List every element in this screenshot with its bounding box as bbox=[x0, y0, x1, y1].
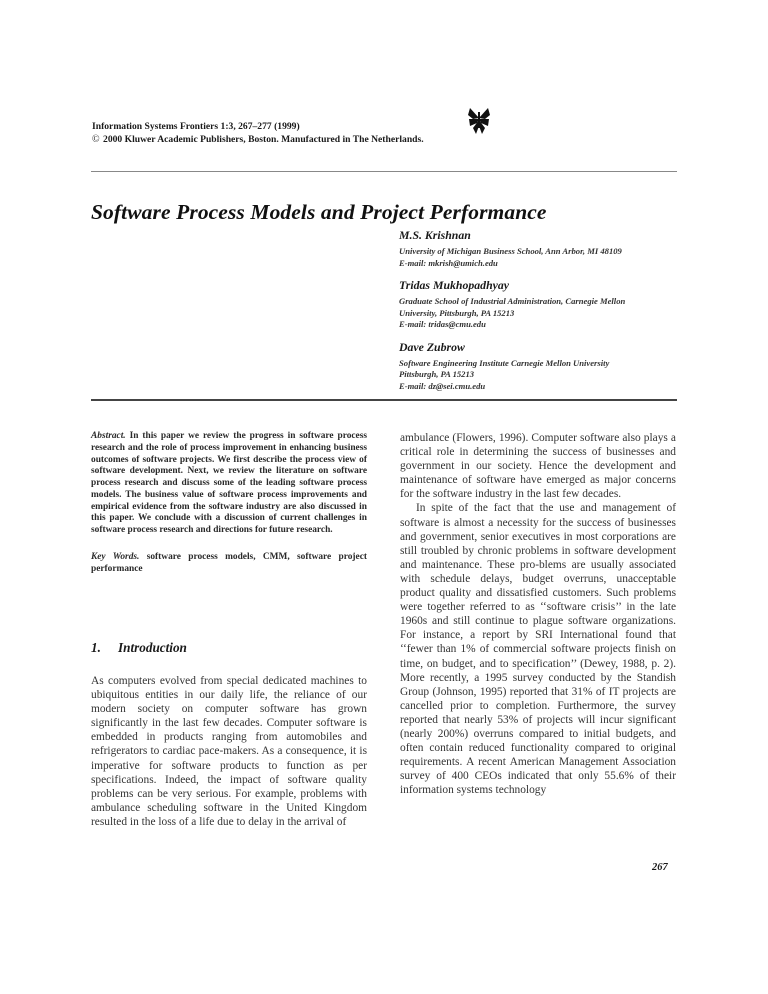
author-block bbox=[399, 228, 689, 401]
kluwer-publisher-logo-icon bbox=[467, 106, 491, 136]
title-block-divider bbox=[91, 399, 677, 401]
author-affiliation: University, Pittsburgh, PA 15213 bbox=[399, 307, 515, 318]
abstract bbox=[91, 431, 367, 537]
journal-header bbox=[92, 121, 424, 146]
copyright-icon: © bbox=[92, 133, 100, 145]
author-name: Tridas Mukhopadhyay bbox=[399, 278, 510, 292]
author-email: E-mail: tridas@cmu.edu bbox=[399, 319, 486, 329]
copyright-text: 2000 Kluwer Academic Publishers, Boston. Manufactured in The Netherlands. bbox=[103, 133, 424, 145]
left-column bbox=[91, 431, 367, 575]
author-email: E-mail: mkrish@umich.edu bbox=[399, 257, 498, 268]
body-paragraph: As computers evolved from special dedicated machines to ubiquitous entities in our daily life, the reliance of our modern society on computer software has grown significantly in the last few decades. Computer software is embedded in products ranging from automobiles and refrigerators to cardiac pace-makers. As a consequence, it is imperative for software products to function as per specifications. Indeed, the impact of software quality problems can be very serious. For example, problems with ambulance scheduling software in the United Kingdom resulted in the loss of a life due to delay in the arrival of bbox=[91, 675, 367, 828]
author-affiliation: University of Michigan Business School, Ann Arbor, MI 48109 bbox=[399, 246, 622, 256]
body-paragraph: In spite of the fact that the use and management of software is almost a necessity for the success of businesses and government, senior executives in most corporations are still troubled by chronic problems in software development and maintenance. These pro-blems are usually associated with schedule delays, budget overruns, unacceptable product quality and dissatisfied customers. Such problems were together referred to as ‘‘software crisis’’ in the late 1960s and still continue to plague software organizations. For instance, a report by SRI International found that ‘‘fewer than 1% of commercial software projects finish on time, on budget, and to specification’’ (Dewey, 1988, p. 2). More recently, a 1995 survey conducted by the Standish Group (Johnson, 1995) reported that 31% of IT projects are cancelled prior to completion. Furthermore, the survey reported that nearly 53% of projects will incur significant (nearly 200%) overruns compared to initial budgets, and often contain reduced functionality compared to original requirements. A recent American Management Association survey of 400 CEOs indicated that only 55.6% of their information systems technology bbox=[400, 502, 676, 797]
author-name: Dave Zubrow bbox=[399, 339, 465, 354]
page-number: 267 bbox=[652, 862, 668, 873]
keywords-text: software process models, CMM, software project performance bbox=[91, 551, 367, 574]
body-paragraph: ambulance (Flowers, 1996). Computer software also plays a critical role in determining the success of businesses and government in our society. Hence the development and maintenance of software have emerged as major concerns for the software industry in the last few decades. bbox=[400, 432, 676, 501]
keywords-label: Key Words. bbox=[91, 551, 140, 562]
author-affiliation: Software Engineering Institute Carnegie Mellon University bbox=[399, 357, 610, 368]
section-number: 1. bbox=[91, 640, 101, 655]
author-entry bbox=[399, 278, 689, 331]
keywords bbox=[91, 552, 367, 576]
author-affiliation: Graduate School of Industrial Administration, Carnegie Mellon bbox=[399, 296, 626, 306]
right-column bbox=[400, 431, 676, 797]
copyright-line bbox=[92, 134, 424, 147]
author-name: M.S. Krishnan bbox=[399, 228, 471, 242]
abstract-label: Abstract. bbox=[91, 431, 126, 441]
introduction-left-text bbox=[91, 674, 367, 829]
header-divider bbox=[91, 171, 677, 172]
author-affiliation: Pittsburgh, PA 15213 bbox=[399, 369, 475, 379]
author-entry bbox=[399, 340, 689, 393]
abstract-text: In this paper we review the progress in software process research and the role of process improvement in enhancing business outcomes of software projects. We first describe the process view of software development. Next, we review the literature on software process research and discuss some of the leading software process models. The business value of software process improvements and empirical evidence from the software industry are also discussed in this paper. We conclude with a discussion of current challenges in software process research and directions for future research. bbox=[91, 431, 368, 535]
section-heading-introduction bbox=[91, 640, 187, 656]
section-title: Introduction bbox=[118, 640, 187, 655]
journal-citation: Information Systems Frontiers 1:3, 267–277 (1999) bbox=[92, 121, 300, 132]
author-entry bbox=[399, 228, 689, 269]
author-email: E-mail: dz@sei.cmu.edu bbox=[399, 380, 486, 391]
paper-title: Software Process Models and Project Performance bbox=[91, 200, 547, 225]
